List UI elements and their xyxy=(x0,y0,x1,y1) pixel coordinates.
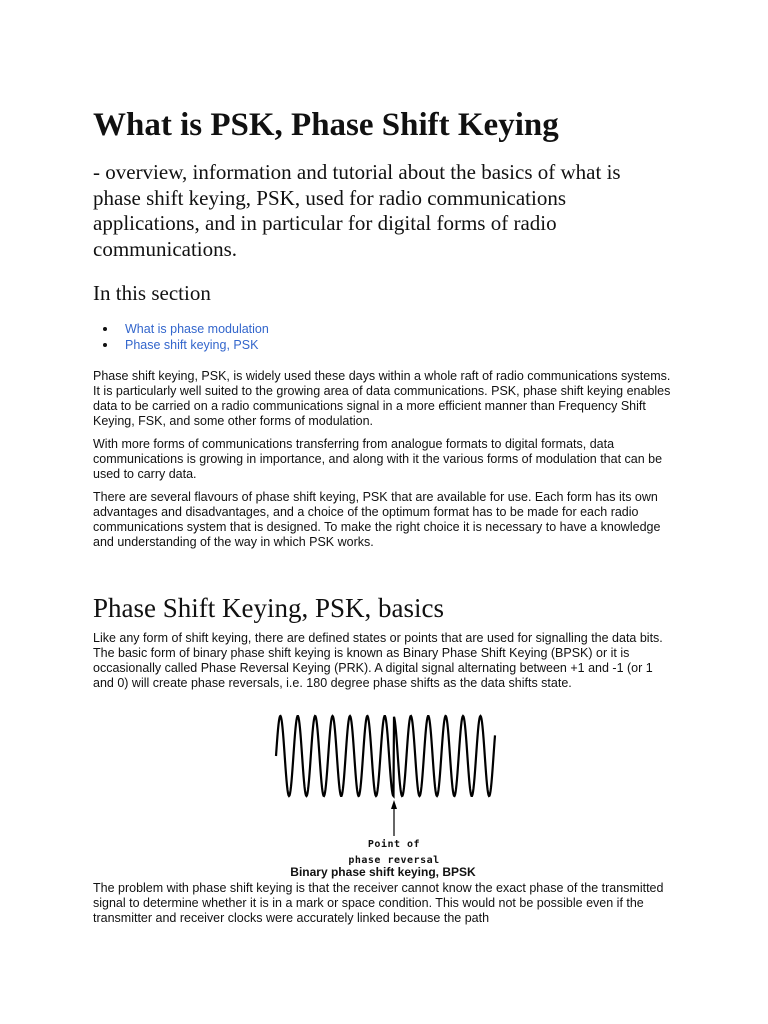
arrow-head-icon xyxy=(391,800,397,809)
bpsk-waveform xyxy=(276,716,495,796)
basics-paragraph: Like any form of shift keying, there are defined states or points that are used for signalling the data bits. The basic form of binary phase shift keying is known as Binary Phase Shift Keying (BPSK) or it is occasionally called Phase Reversal Keying (PRK). A digital signal alternating between +1 and -1 (or 1 and 0) will create phase reversals, i.e. 180 degree phase shifts as the data shifts state. xyxy=(93,631,663,690)
link-what-is-phase-modulation[interactable]: What is phase modulation xyxy=(125,322,269,336)
closing-paragraph: The problem with phase shift keying is that the receiver cannot know the exact phase of the transmitted signal to determine whether it is in a mark or space condition. This would not be possible even if the transmitter and receiver clocks were accurately linked because the path xyxy=(93,881,664,925)
intro-paragraph-1: Phase shift keying, PSK, is widely used these days within a whole raft of radio communications systems. It is particularly well suited to the growing area of data communications. PSK, phase shift keying enables data to be carried on a radio communications signal in a more efficient manner than Frequency Shift Keying, FSK, and some other forms of modulation. xyxy=(93,369,671,428)
section-links-list xyxy=(93,321,269,353)
link-phase-shift-keying[interactable]: Phase shift keying, PSK xyxy=(125,338,259,352)
intro-paragraph-3: There are several flavours of phase shift keying, PSK that are available for use. Each form has its own advantages and disadvantages, and a choice of the optimum format has to be made for each radio communications system that is designed. To make the right choice it is necessary to have a knowledge and understanding of the way in which PSK works. xyxy=(93,490,661,549)
page-title: What is PSK, Phase Shift Keying xyxy=(93,107,559,143)
bullet-icon xyxy=(103,343,107,347)
list-item xyxy=(93,337,269,353)
basics-heading: Phase Shift Keying, PSK, basics xyxy=(93,593,444,623)
figure-label-line2: phase reversal xyxy=(348,855,440,866)
section-heading: In this section xyxy=(93,281,211,305)
intro-paragraph-2: With more forms of communications transferring from analogue formats to digital formats, data communications is growing in importance, and along with it the various forms of modulation that can be used to carry data. xyxy=(93,437,663,481)
bpsk-figure xyxy=(273,708,498,868)
bullet-icon xyxy=(103,327,107,331)
list-item xyxy=(93,321,269,337)
figure-caption: Binary phase shift keying, BPSK xyxy=(290,865,476,879)
article-subtitle: - overview, information and tutorial about the basics of what is phase shift keying, PSK, used for radio communications applications, and in particular for digital forms of radio communications. xyxy=(93,160,621,261)
figure-label-line1: Point of xyxy=(367,839,421,850)
